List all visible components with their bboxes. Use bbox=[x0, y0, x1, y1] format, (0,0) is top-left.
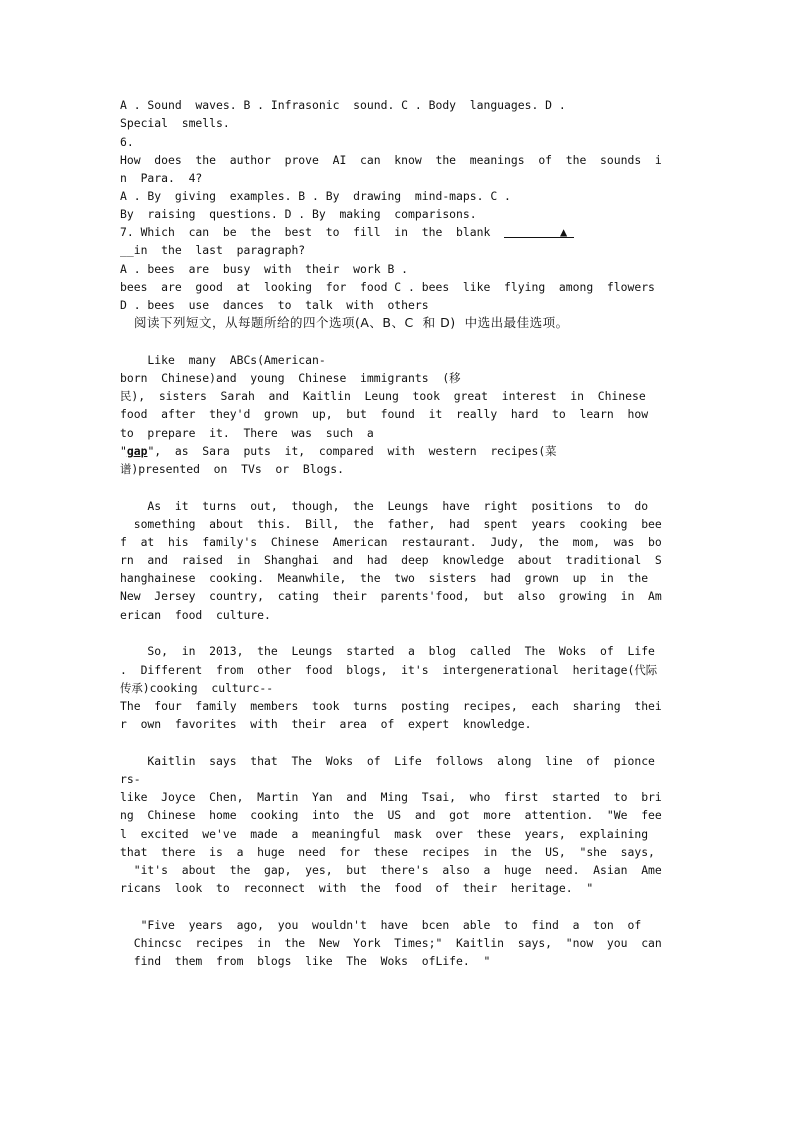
q7-blank bbox=[504, 225, 574, 238]
q6-number: 6. bbox=[120, 135, 134, 149]
q7-stem-line-1 bbox=[120, 223, 680, 241]
passage-p4-line-5: l excited we've made a meaningful mask over these years, explaining bbox=[120, 827, 649, 841]
q7-options-line-3: D . bees use dances to talk with others bbox=[120, 298, 429, 312]
passage-p5-line-2: Chincsc recipes in the New York Times;" Kaitlin says, "now you can bbox=[120, 936, 662, 950]
passage-p1-line-5: to prepare it. There was such a bbox=[120, 426, 374, 440]
passage-p2-line-1: As it turns out, though, the Leungs have right positions to do bbox=[120, 499, 649, 513]
q6-stem-line-2: n Para. 4? bbox=[120, 171, 203, 185]
q6-options-line-1: A . By giving examples. B . By drawing mind-maps. C . bbox=[120, 189, 511, 203]
passage-p4-line-1: Kaitlin says that The Woks of Life follows along line of pionce bbox=[120, 754, 655, 768]
section-instruction: 阅读下列短文，从每题所给的四个选项(A、B、C 和 D) 中选出最佳选项。 bbox=[134, 315, 569, 330]
passage-p5-line-1: "Five years ago, you wouldn't have bcen able to find a ton of bbox=[120, 918, 642, 932]
passage-p1-line-4: food after they'd grown up, but found it really hard to learn how bbox=[120, 407, 649, 421]
passage-p2-line-7: erican food culture. bbox=[120, 608, 271, 622]
passage-p4-line-3: like Joyce Chen, Martin Yan and Ming Tsai, who first started to bri bbox=[120, 790, 662, 804]
underlined-word-gap: gap bbox=[126, 444, 148, 458]
passage-p4-line-2: rs- bbox=[120, 772, 141, 786]
passage-p1-line-1: Like many ABCs(American- bbox=[120, 353, 326, 367]
passage-p1-line-6-rest: ", as Sara puts it, compared with western recipes(菜 bbox=[147, 444, 557, 458]
quote-open: " bbox=[120, 444, 127, 458]
q5-options-line-2: Special smells. bbox=[120, 116, 230, 130]
q6-options-line-2: By raising questions. D . By making comparisons. bbox=[120, 207, 477, 221]
passage-p4-line-4: ng Chinese home cooking into the US and got more attention. "We fee bbox=[120, 808, 662, 822]
passage-p1-line-6 bbox=[120, 442, 680, 460]
q7-stem-line-2: __in the last paragraph? bbox=[120, 243, 306, 257]
passage-p1-line-7: 谱)presented on TVs or Blogs. bbox=[120, 462, 344, 476]
passage-p2-line-6: New Jersey country, cating their parents'food, but also growing in Am bbox=[120, 589, 662, 603]
passage-p2-line-5: hanghainese cooking. Meanwhile, the two sisters had grown up in the bbox=[120, 571, 649, 585]
passage-p2-line-3: f at his family's Chinese American restaurant. Judy, the mom, was bo bbox=[120, 535, 662, 549]
passage-p1-line-3: 民), sisters Sarah and Kaitlin Leung took great interest in Chinese bbox=[120, 389, 646, 403]
q6-stem-line-1: How does the author prove AI can know the meanings of the sounds i bbox=[120, 153, 662, 167]
passage-p2-line-2: something about this. Bill, the father, had spent years cooking bee bbox=[120, 517, 662, 531]
q7-blank-marker: ▲ bbox=[560, 225, 568, 239]
passage-p3-line-2: . Different from other food blogs, it's intergenerational heritage(代际 bbox=[120, 663, 658, 677]
passage-p4-line-6: that there is a huge need for these recipes in the US, "she says, bbox=[120, 845, 655, 859]
passage-p2-line-4: rn and raised in Shanghai and had deep knowledge about traditional S bbox=[120, 553, 662, 567]
passage-p3-line-5: r own favorites with their area of expert knowledge. bbox=[120, 717, 532, 731]
q7-options-line-2: bees are good at looking for food C . bees like flying among flowers bbox=[120, 280, 655, 294]
q7-stem-text: 7. Which can be the best to fill in the blank bbox=[120, 225, 505, 239]
passage-p3-line-3: 传承)cooking culturc-- bbox=[120, 681, 274, 695]
q7-options-line-1: A . bees are busy with their work B . bbox=[120, 262, 409, 276]
passage-p3-line-1: So, in 2013, the Leungs started a blog called The Woks of Life bbox=[120, 644, 655, 658]
passage-p4-line-8: ricans look to reconnect with the food of their heritage. " bbox=[120, 881, 594, 895]
q5-options-line-1: A . Sound waves. B . Infrasonic sound. C . Body languages. D . bbox=[120, 98, 566, 112]
passage-p5-line-3: find them from blogs like The Woks ofLife. " bbox=[120, 954, 491, 968]
passage-p1-line-2: born Chinese)and young Chinese immigrants (移 bbox=[120, 371, 461, 385]
passage-p3-line-4: The four family members took turns posting recipes, each sharing thei bbox=[120, 699, 662, 713]
passage-p4-line-7: "it's about the gap, yes, but there's also a huge need. Asian Ame bbox=[120, 863, 662, 877]
